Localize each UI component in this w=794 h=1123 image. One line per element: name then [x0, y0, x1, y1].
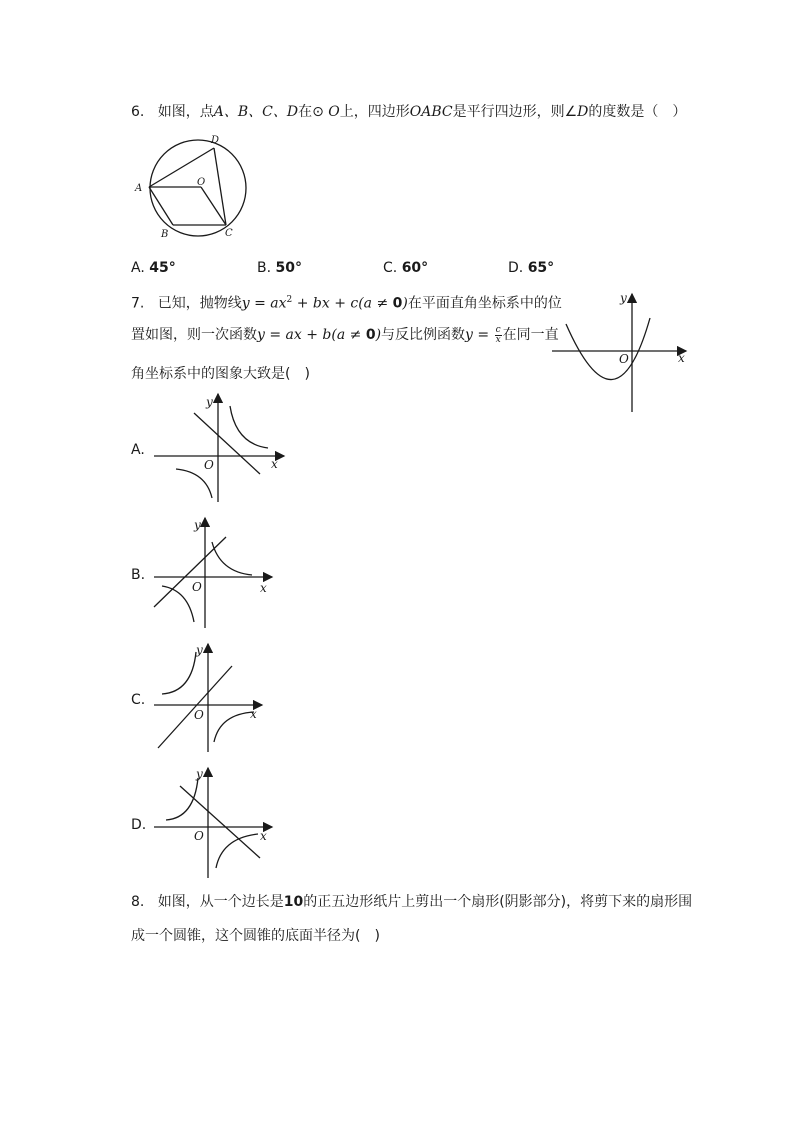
- q7-exponent: 2: [286, 295, 293, 305]
- y-label: y: [196, 643, 203, 657]
- option-value: 65°: [527, 260, 555, 276]
- q7-math: y =: [465, 327, 494, 343]
- y-label: y: [196, 767, 203, 781]
- q8-stem-line2: [131, 926, 380, 946]
- q6-text: 上，四边形: [339, 104, 410, 120]
- q8-text: 成一个圆锥，这个圆锥的底面半径为( ): [131, 928, 380, 944]
- q7-math: y = ax: [241, 295, 287, 312]
- q7-choice-a-label[interactable]: A.: [131, 442, 145, 458]
- q6-option-c[interactable]: [383, 258, 428, 278]
- y-label: y: [194, 518, 201, 532]
- q8-text: 如图，从一个边长是: [157, 894, 284, 910]
- hyperbola-branch-2: [214, 712, 254, 742]
- segment-oc: [201, 187, 226, 225]
- x-label: x: [260, 581, 267, 595]
- q6-text: 是平行四边形，则∠: [452, 104, 578, 120]
- q7-choice-b-label[interactable]: B.: [131, 567, 146, 583]
- q7-choice-d-label[interactable]: D.: [131, 817, 147, 833]
- q8-stem-line1: [131, 892, 692, 912]
- q7-text: 与反比例函数: [381, 327, 466, 343]
- question-number: 8.: [131, 894, 145, 910]
- q8-number: 10: [283, 894, 304, 910]
- option-label: C.: [383, 260, 398, 276]
- q7-text: 置如图，则一次函数: [131, 327, 257, 343]
- q6-stem: [131, 102, 686, 122]
- q7-choice-c-graph[interactable]: [150, 640, 280, 756]
- q6-option-b[interactable]: [257, 258, 302, 278]
- hyperbola-branch-1: [230, 406, 268, 448]
- x-label: x: [678, 351, 685, 365]
- q6-option-d[interactable]: [508, 258, 554, 278]
- origin-label: O: [194, 708, 204, 722]
- q7-stem-line1: [131, 290, 562, 314]
- x-label: x: [271, 457, 278, 471]
- question-number: 6.: [131, 104, 145, 120]
- q7-choice-b-graph[interactable]: [150, 514, 280, 630]
- label-b: B: [161, 229, 169, 240]
- q7-text: 已知，抛物线: [157, 295, 242, 312]
- option-value: 45°: [149, 260, 176, 276]
- x-label: x: [260, 829, 267, 843]
- q7-math: 0: [392, 295, 403, 312]
- linear-function-line: [180, 786, 260, 858]
- circle-symbol: ⊙: [312, 104, 324, 120]
- fraction-denominator: x: [495, 334, 501, 345]
- question-number: 7.: [131, 295, 145, 312]
- x-label: x: [250, 707, 257, 721]
- q6-text: 在: [298, 104, 313, 120]
- label-d: D: [211, 135, 220, 146]
- q6-angle-point: D: [577, 104, 589, 120]
- q7-choice-d-graph[interactable]: [150, 764, 280, 880]
- y-label: y: [620, 291, 627, 305]
- origin-label: O: [192, 580, 202, 594]
- linear-function-line: [158, 666, 232, 748]
- y-label: y: [206, 395, 213, 409]
- hyperbola-branch-2: [176, 469, 212, 498]
- origin-label: O: [619, 352, 629, 366]
- fraction-numerator: c: [495, 324, 501, 335]
- q6-points: A、B、C、D: [213, 104, 299, 120]
- q6-quadrilateral: OABC: [409, 104, 453, 120]
- q7-math: + bx + c(a ≠: [292, 295, 393, 312]
- option-value: 50°: [275, 260, 302, 276]
- q6-figure: [130, 128, 260, 240]
- label-o: O: [197, 177, 206, 188]
- q6-text: 的度数是（ ）: [588, 104, 687, 120]
- q7-math: ): [402, 295, 408, 312]
- linear-function-line: [154, 537, 226, 607]
- label-c: C: [225, 228, 233, 239]
- segment-dc: [214, 148, 226, 225]
- label-a: A: [135, 183, 143, 194]
- q7-stem-line3: [131, 364, 310, 384]
- parabola-curve: [566, 318, 650, 380]
- q7-choice-c-label[interactable]: C.: [131, 692, 146, 708]
- q7-fraction: [495, 326, 502, 345]
- hyperbola-branch-1: [212, 542, 252, 575]
- q7-text: 在平面直角坐标系中的位: [407, 295, 562, 312]
- option-label: D.: [508, 260, 524, 276]
- option-label: A.: [131, 260, 145, 276]
- q7-math: y = ax + b(a ≠: [257, 327, 366, 343]
- hyperbola-branch-2: [162, 586, 194, 622]
- option-label: B.: [257, 260, 272, 276]
- q7-choice-a-graph[interactable]: [150, 390, 290, 506]
- q8-text: 的正五边形纸片上剪出一个扇形(阴影部分)，将剪下来的扇形围: [303, 894, 693, 910]
- origin-label: O: [204, 458, 214, 472]
- q7-text: 角坐标系中的图象大致是( ): [131, 366, 310, 382]
- hyperbola-branch-1: [162, 652, 196, 694]
- q7-parabola-figure: [548, 288, 694, 414]
- q7-stem-line2: [131, 325, 559, 345]
- option-value: 60°: [401, 260, 429, 276]
- hyperbola-branch-1: [166, 778, 198, 820]
- q6-option-a[interactable]: [131, 258, 176, 278]
- q7-math: 0: [365, 327, 376, 343]
- q7-text: 在同一直: [502, 327, 559, 343]
- q7-math: ): [375, 327, 382, 343]
- origin-label: O: [194, 829, 204, 843]
- q6-text: 如图，点: [157, 104, 214, 120]
- q6-center: O: [328, 104, 340, 120]
- circle-o: [150, 140, 246, 236]
